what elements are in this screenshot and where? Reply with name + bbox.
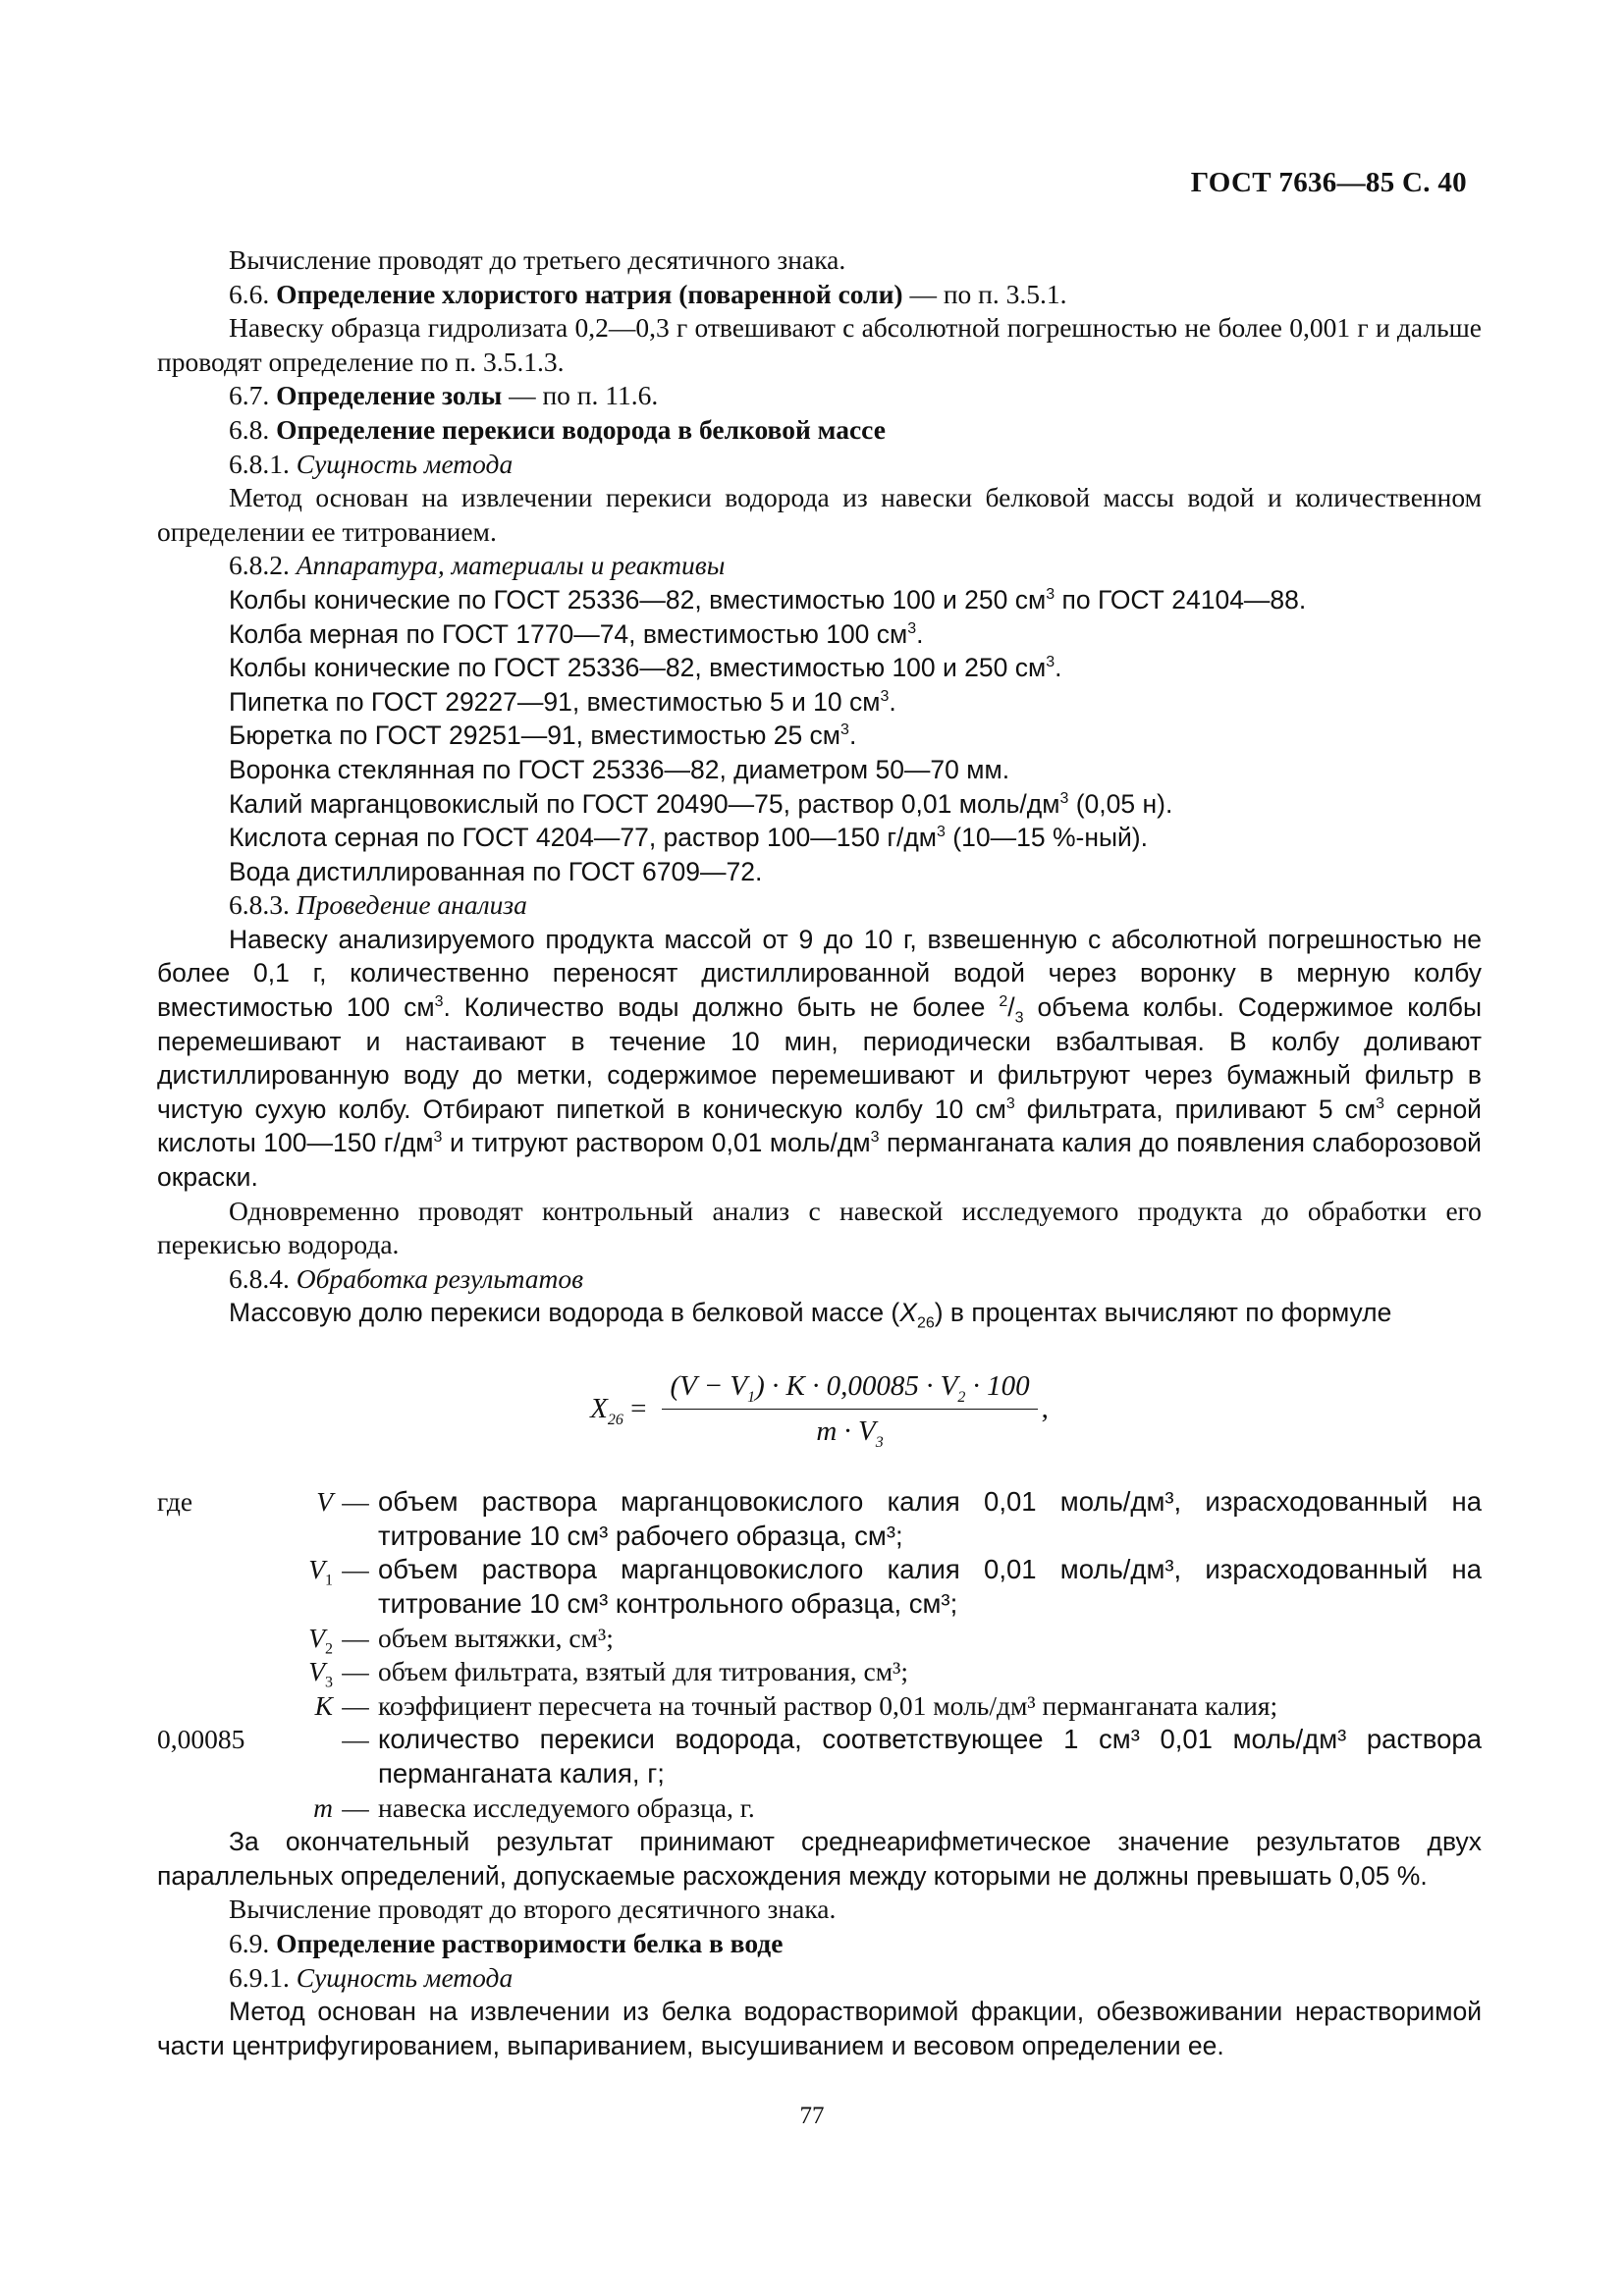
- paragraph-solubility-method: Метод основан на извлечении из белка водорастворимой фракции, обезвоживании нерастворимой части центрифугированием, выпариванием, высушиванием и весовом определении ее.: [157, 1997, 1482, 2060]
- formula-legend: [157, 1485, 1482, 1825]
- equipment-item: Кислота серная по ГОСТ 4204—77, раствор 100—150 $г/дм^3$ (10—15 %-ный).: [229, 823, 1148, 853]
- paragraph-analysis-procedure: Навеску анализируемого продукта массой от 9 до 10 г, взвешенную с абсолютной погрешностью не более 0,1 г, количественно переносят дистиллированной водой через воронку в мерную колбу вместимостью 100 $см^3$. Количество воды должно быть не более $^2/_3$ объема колбы. Содержимое колбы перемешивают и настаивают в течение 10 мин, периодически взбалтывая. В колбу доливают дистиллированную воду до метки, содержимое перемешивают и фильтруют через бумажный фильтр в чистую сухую колбу. Отбирают пипеткой в коническую колбу 10 $см^3$ фильтрата, приливают 5 $см^3$ серной кислоты 100—150 $г/дм^3$ и титруют раствором 0,01 моль/$дм^3$ перманганата калия до появления слаборозовой окраски.: [157, 924, 1482, 1193]
- paragraph-method-essence: Метод основан на извлечении перекиси водорода из навески белковой массы водой и количественном определении ее титрованием.: [157, 482, 1482, 547]
- section-title: Сущность метода: [296, 448, 514, 479]
- equipment-item: Колбы конические по ГОСТ 25336—82, вместимостью 100 и 250 $см^3$.: [229, 653, 1062, 683]
- section-number: 6.9.1.: [229, 1961, 297, 1993]
- section-title: Сущность метода: [296, 1961, 514, 1993]
- fraction-denominator: 3: [1014, 1009, 1024, 1027]
- paragraph-control-analysis: Одновременно проводят контрольный анализ с навеской исследуемого продукта до обработки его перекисью водорода.: [157, 1195, 1482, 1260]
- paragraph-hydrolysate-sample: Навеску образца гидролизата 0,2—0,3 г отвешивают с абсолютной погрешностью не более 0,001 г и дальше проводят определение по п. 3.5.1.3.: [157, 312, 1482, 377]
- section-number: 6.6.: [229, 278, 277, 309]
- section-number: 6.8.2.: [229, 550, 297, 581]
- formula-lhs: $X_{26}$ =: [590, 1392, 647, 1428]
- equipment-item: Бюретка по ГОСТ 29251—91, вместимостью 25 $см^3$.: [229, 721, 857, 751]
- legend-row: K — коэффициент пересчета на точный раствор 0,01 моль/дм³ перманганата калия;: [314, 1689, 1278, 1721]
- legend-row: 0,00085 — количество перекиси водорода, соответствующее 1 см³ 0,01 моль/дм³ раствора перманганата калия, г;: [157, 1724, 1482, 1789]
- section-number: 6.7.: [229, 380, 277, 411]
- document-body: [157, 243, 1482, 2062]
- legend-row: $V_3$ — объем фильтрата, взятый для титрования, см³;: [308, 1656, 908, 1691]
- section-6-8-2-heading: [157, 549, 1482, 583]
- section-title: Аппаратура, материалы и реактивы: [296, 550, 726, 581]
- section-6-8-heading: [157, 413, 1482, 448]
- paragraph-final-result: За окончательный результат принимают среднеарифметическое значение результатов двух параллельных определений, допускаемые расхождения между которыми не должны превышать 0,05 %.: [157, 1827, 1482, 1891]
- legend-row: $V_2$ — объем вытяжки, см³;: [308, 1622, 614, 1658]
- equipment-item: Вода дистиллированная по ГОСТ 6709—72.: [229, 856, 763, 886]
- equipment-item: Колба мерная по ГОСТ 1770—74, вместимостью 100 $см^3$.: [229, 618, 924, 649]
- formula-x26: $X_{26}$ = $\frac{(V - V_1) \cdot K \cdot 0,00085 \cdot V_2 \cdot 100}{m \cdot V_3}$ ,: [590, 1370, 1049, 1451]
- equipment-list: [157, 583, 1482, 888]
- section-6-6-heading: [157, 278, 1482, 312]
- section-title: Обработка результатов: [296, 1262, 584, 1294]
- formula-denominator: $m \cdot V_3$: [816, 1415, 884, 1451]
- section-6-9-1-heading: [157, 1961, 1482, 1996]
- section-6-8-3-heading: [157, 888, 1482, 923]
- formula-numerator: $(V - V_1) \cdot K \cdot 0,00085 \cdot V_2 \cdot 100$: [662, 1369, 1037, 1410]
- section-number: 6.8.3.: [229, 889, 297, 921]
- equipment-item: Воронка стеклянная по ГОСТ 25336—82, диаметром 50—70 мм.: [229, 754, 1010, 784]
- equipment-item: Колбы конические по ГОСТ 25336—82, вместимостью 100 и 250 $см^3$ по ГОСТ 24104—88.: [229, 584, 1307, 614]
- section-ref: — по п. 3.5.1.: [902, 278, 1067, 309]
- section-number: 6.8.: [229, 413, 277, 445]
- paragraph-calc-second-decimal: Вычисление проводят до второго десятичного знака.: [229, 1894, 837, 1925]
- section-number: 6.8.4.: [229, 1262, 297, 1294]
- legend-row: $V_1$ — объем раствора марганцовокислого калия 0,01 моль/дм³, израсходованный на титрование 10 см³ контрольного образца, см³;: [308, 1554, 1482, 1619]
- equipment-item: Пипетка по ГОСТ 29227—91, вместимостью 5 и 10 $см^3$.: [229, 686, 896, 717]
- paragraph-calc-third-decimal: Вычисление проводят до третьего десятичного знака.: [229, 244, 846, 275]
- section-6-8-1-heading: [157, 448, 1482, 482]
- section-number: 6.9.: [229, 1927, 277, 1958]
- fraction-numerator: 2: [999, 993, 1008, 1011]
- section-ref: — по п. 11.6.: [502, 380, 659, 411]
- section-title: Определение растворимости белка в воде: [276, 1927, 784, 1958]
- equipment-item: Калий марганцовокислый по ГОСТ 20490—75, раствор 0,01 моль/$дм^3$ (0,05 н).: [229, 788, 1173, 819]
- formula-fraction: [662, 1369, 1037, 1451]
- section-title: Определение золы: [276, 380, 503, 411]
- section-6-7-heading: [157, 379, 1482, 413]
- section-title: Проведение анализа: [296, 889, 527, 921]
- paragraph-mass-fraction: Массовую долю перекиси водорода в белковой массе $(X_{26})$ в процентах вычисляют по формуле: [229, 1298, 1392, 1332]
- legend-row: m — навеска исследуемого образца, г.: [313, 1791, 755, 1823]
- section-title: Определение хлористого натрия (поваренной соли): [276, 278, 903, 309]
- section-title: Определение перекиси водорода в белковой массе: [276, 413, 886, 445]
- section-number: 6.8.1.: [229, 448, 297, 479]
- section-6-8-4-heading: [157, 1262, 1482, 1297]
- page-header: ГОСТ 7636—85 С. 40: [1190, 167, 1467, 198]
- legend-row: где V — объем раствора марганцовокислого калия 0,01 моль/дм³, израсходованный на титрование 10 см³ рабочего образца, см³;: [157, 1486, 1482, 1551]
- section-6-9-heading: [157, 1927, 1482, 1961]
- page-number: 77: [799, 2103, 825, 2129]
